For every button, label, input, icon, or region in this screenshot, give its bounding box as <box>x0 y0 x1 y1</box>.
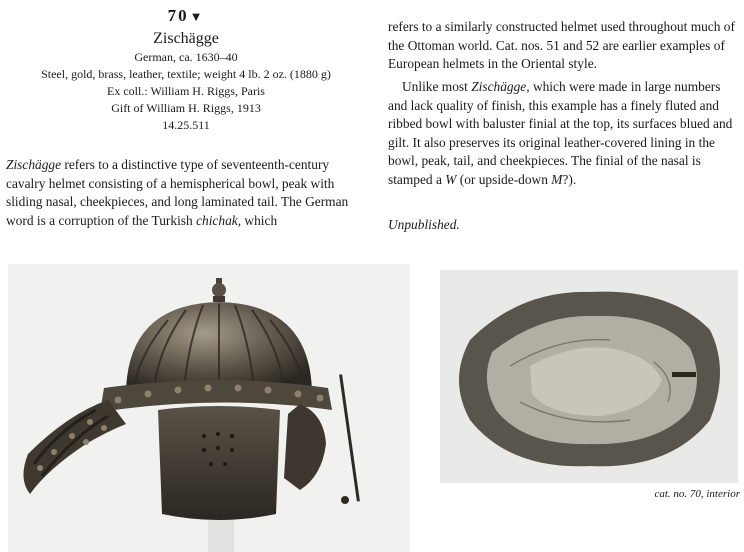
description-paragraph-right-2 <box>388 78 742 190</box>
helmet-interior-photo <box>440 270 738 483</box>
description-text: refers to a distinctive type of seventeenth-century cavalry helmet consisting of a hemispherical bowl, peak with sliding nasal, cheekpieces, and long laminated tail. The German word is a corruption of the Turkish <box>6 157 349 228</box>
term-zischagge-plural: Zischägge, <box>471 79 530 94</box>
stamp-letter-w: W <box>445 171 457 187</box>
object-title: Zischägge <box>153 30 219 47</box>
para2-text-c: (or upside-down <box>456 171 552 187</box>
para2-text-a: Unlike most <box>402 79 472 94</box>
term-chichak: chichak, <box>196 212 242 228</box>
catalog-number <box>0 6 372 27</box>
description-text-end: which <box>241 212 278 228</box>
para2-text-b: which were made in large numbers and lack quality of finish, this example has a finely fluted and ribbed bowl with baluster finial at the top, its surfaces blued and gilt. It also preserves its original leather-covered lining in the bowl, peak, tail, and cheekpieces. The finial of the nasal is stamped a <box>388 79 733 187</box>
term-zischagge: Zischägge <box>6 157 62 172</box>
para2-text-d: ?). <box>562 171 577 187</box>
object-materials: Steel, gold, brass, leather, textile; weight 4 lb. 2 oz. (1880 g) <box>41 67 331 81</box>
helmet-illustration <box>8 264 410 552</box>
publication-status: Unpublished. <box>388 217 460 232</box>
object-credit-line: Gift of William H. Riggs, 1913 <box>111 101 261 115</box>
catalog-marker: ▼ <box>189 9 205 24</box>
interior-photo-caption: cat. no. 70, interior <box>654 488 740 500</box>
catalog-number-value: 70 <box>167 6 189 25</box>
object-provenance: Ex coll.: William H. Riggs, Paris <box>107 84 265 98</box>
helmet-photo <box>8 264 410 552</box>
helmet-interior-illustration <box>440 270 738 483</box>
description-paragraph-left <box>6 156 366 230</box>
object-accession-number: 14.25.511 <box>162 118 210 132</box>
stamp-letter-m: M <box>551 171 563 187</box>
object-origin: German, ca. 1630–40 <box>134 50 238 64</box>
catalog-header <box>0 6 372 134</box>
description-paragraph-right-1: refers to a similarly constructed helmet used throughout much of the Ottoman world. Cat. nos. 51 and 52 are earlier examples of European helmets in the Oriental style. <box>388 19 735 72</box>
